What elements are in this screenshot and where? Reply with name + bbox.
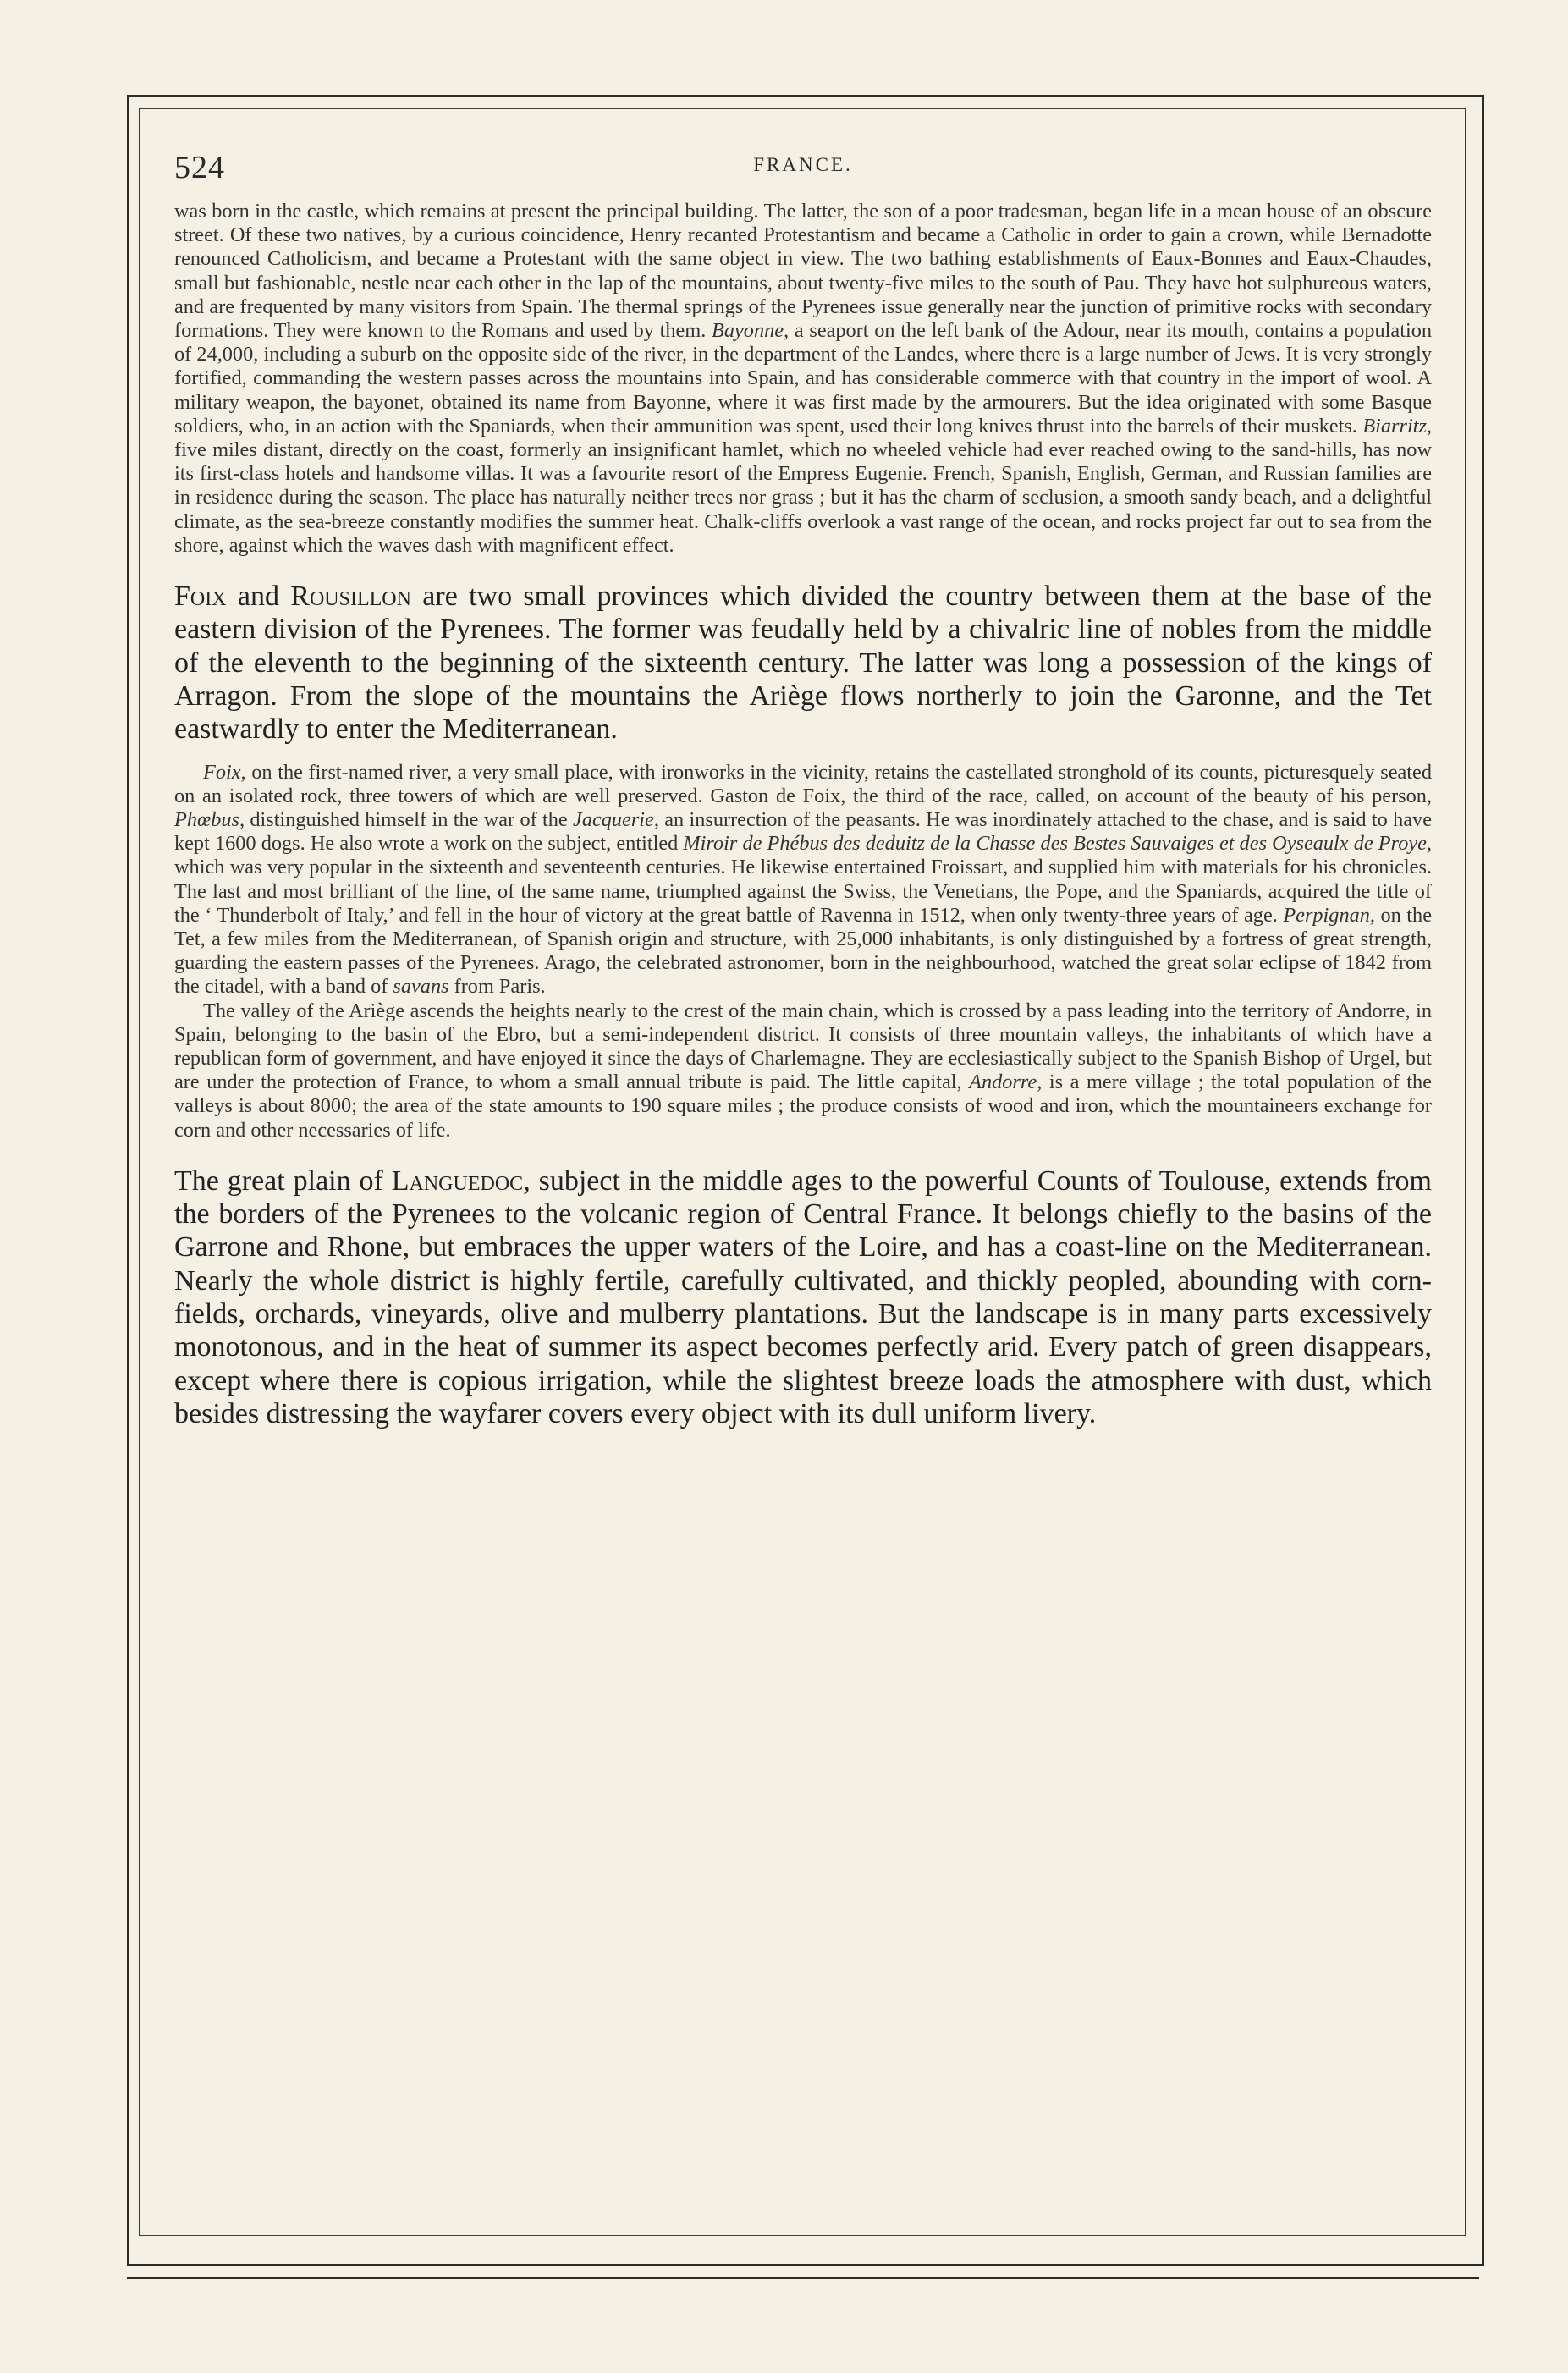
text-run: a seaport on the left bank of the Adour, near its mouth, contains a population of 24,000, including a suburb on the opposite side of the river, in the department of the Landes, where there is a large number of Jews. It is very strongly fortified, commanding the western passes across the mountains into Spain, and has considerable commerce with that country in the import of wool. A military weapon, the bayonet, obtained its name from Bayonne, where it was first made by the armourers. But the idea originated with some Basque soldiers, who, in an action with the Spaniards, when their ammunition was spent, used their long knives thrust into the barrels of their muskets. <box>174 319 1433 438</box>
epithet-phoebus: Phœbus, <box>174 807 245 831</box>
text-run: are two small provinces which divided the country between them at the base of the eastern division of the Pyrenees. The former was feudally held by a chivalric line of nobles from the middle of the eleventh to the beginning of the sixteenth century. The latter was long a possession of the kings of Arragon. From the slope of the mountains the Ariège flows northerly to join the Garonne, and the Tet eastwardly to enter the Mediterranean. <box>174 581 1433 746</box>
text-run: distinguished himself in the war of the <box>245 807 574 831</box>
term-jacquerie: Jacquerie, <box>573 807 659 831</box>
text-run: The great plain of <box>174 1164 392 1197</box>
page-number: 524 <box>174 150 225 185</box>
text-run: , subject in the middle ages to the powerful Counts of Toulouse, extends from the borders of the Pyrenees to the volcanic region of Central France. It belongs chiefly to the basins of the Garrone and Rhone, but embraces the upper waters of the Loire, and has a coast-line on the Mediterranean. Nearly the whole district is highly fertile, carefully cultivated, and thickly peopled, abounding with corn-fields, orchards, vineyards, olive and mulberry plantations. But the landscape is in many parts excessively monotonous, and in the heat of summer its aspect becomes perfectly arid. Every patch of green disappears, except where there is copious irrigation, while the slightest breeze loads the atmosphere with dust, which besides distressing the wayfarer covers every object with its dull uniform livery. <box>174 1164 1432 1429</box>
text-run: five miles distant, directly on the coast, formerly an insignificant hamlet, which no wheeled vehicle had ever reached owing to the sand-hills, has now its first-class hotels and handsome villas. It was a favourite resort of the Empress Eugenie. French, Spanish, English, German, and Russian families are in residence during the season. The place has naturally neither trees nor grass ; but it has the charm of seclusion, a smooth sandy beach, and a delightful climate, as the sea-breeze constantly modifies the summer heat. Chalk-cliffs overlook a vast range of the ocean, and rocks project far out to sea from the shore, against which the waves dash with magnificent effect. <box>174 438 1432 557</box>
place-name-biarritz: Biarritz, <box>1362 414 1432 438</box>
text-run: on the Tet, a few miles from the Mediterranean, of Spanish origin and structure, with 25,000 inhabitants, is only distinguished by a fortress of great strength, guarding the eastern passes of the Pyrenees. Arago, the celebrated astronomer, born in the neighbourhood, watched the great solar eclipse of 1842 from the citadel, with a band of <box>174 903 1432 999</box>
page-body <box>174 200 1432 1430</box>
paragraph-languedoc <box>174 1164 1432 1430</box>
text-run: and <box>226 581 291 613</box>
heading-term-rousillon: Rousillon <box>290 581 411 613</box>
text-run: on the first-named river, a very small place, with ironworks in the vicinity, retains the castellated stronghold of its counts, picturesquely seated on an isolated rock, three towers of which are well preserved. Gaston de Foix, the third of the race, called, on account of the beauty of his person, <box>174 760 1432 807</box>
text-run: The valley of the Ariège ascends the heights nearly to the crest of the main chain, which is crossed by a pass leading into the territory of Andorre, in Spain, belonging to the basin of the Ebro, but a semi-independent district. It consists of three mountain valleys, the inhabitants of which have a republican form of government, and have enjoyed it since the days of Charlemagne. They are ecclesiastically subject to the Spanish Bishop of Urgel, but are under the protection of France, to whom a small annual tribute is paid. The little capital, <box>174 999 1432 1094</box>
paragraph-andorre <box>174 999 1432 1142</box>
paragraph-bayonne-biarritz <box>174 200 1432 558</box>
place-name-bayonne: Bayonne, <box>712 319 790 343</box>
paragraph-foix-rousillon-intro <box>174 580 1432 746</box>
text-run: which was very popular in the sixteenth and seventeenth centuries. He likewise entertained Froissart, and supplied him with materials for his chronicles. The last and most brilliant of the line, of the same name, triumphed against the Swiss, the Venetians, the Pope, and the Spaniards, acquired the title of the ‘ Thunderbolt of Italy,’ and fell in the hour of victory at the great battle of Ravenna in 1512, when only twenty-three years of age. <box>174 856 1432 927</box>
page-header <box>174 149 1432 191</box>
place-name-foix: Foix, <box>203 760 246 784</box>
term-savans: savans <box>393 975 449 999</box>
text-run: from Paris. <box>448 975 546 999</box>
book-title-miroir: Miroir de Phébus des deduitz de la Chasse des Bestes Sauvaiges et des Oyseaulx de Proye, <box>683 832 1432 856</box>
place-name-andorre: Andorre, <box>969 1071 1043 1094</box>
heading-term-foix: Foix <box>174 581 227 613</box>
text-run: was born in the castle, which remains at present the principal building. The latter, the son of a poor tradesman, began life in a mean house of an obscure street. Of these two natives, by a curious coincidence, Henry recanted Protestantism and became a Catholic in order to gain a crown, while Bernadotte renounced Catholicism, and became a Protestant with the same object in view. The two bathing establishments of Eaux-Bonnes and Eaux-Chaudes, small but fashionable, nestle near each other in the lap of the mountains, about twenty-five miles to the south of Pau. They have hot sulphureous waters, and are frequented by many visitors from Spain. The thermal springs of the Pyrenees issue generally near the junction of primitive rocks with secondary formations. They were known to the Romans and used by them. <box>174 200 1432 343</box>
page-bottom-rule <box>127 2277 1479 2279</box>
running-head: FRANCE. <box>753 154 853 175</box>
text-run: an insurrection of the peasants. He was inordinately attached to the chase, and is said to have kept 1600 dogs. He also wrote a work on the subject, entitled <box>174 807 1432 856</box>
paragraph-foix-perpignan <box>174 761 1432 999</box>
text-run: is a mere village ; the total population of the valleys is about 8000; the area of the state amounts to 190 square miles ; the produce consists of wood and iron, which the mountaineers exchange for corn and other necessaries of life. <box>174 1071 1432 1142</box>
heading-term-languedoc: Languedoc <box>391 1164 524 1197</box>
place-name-perpignan: Perpignan, <box>1283 903 1375 927</box>
